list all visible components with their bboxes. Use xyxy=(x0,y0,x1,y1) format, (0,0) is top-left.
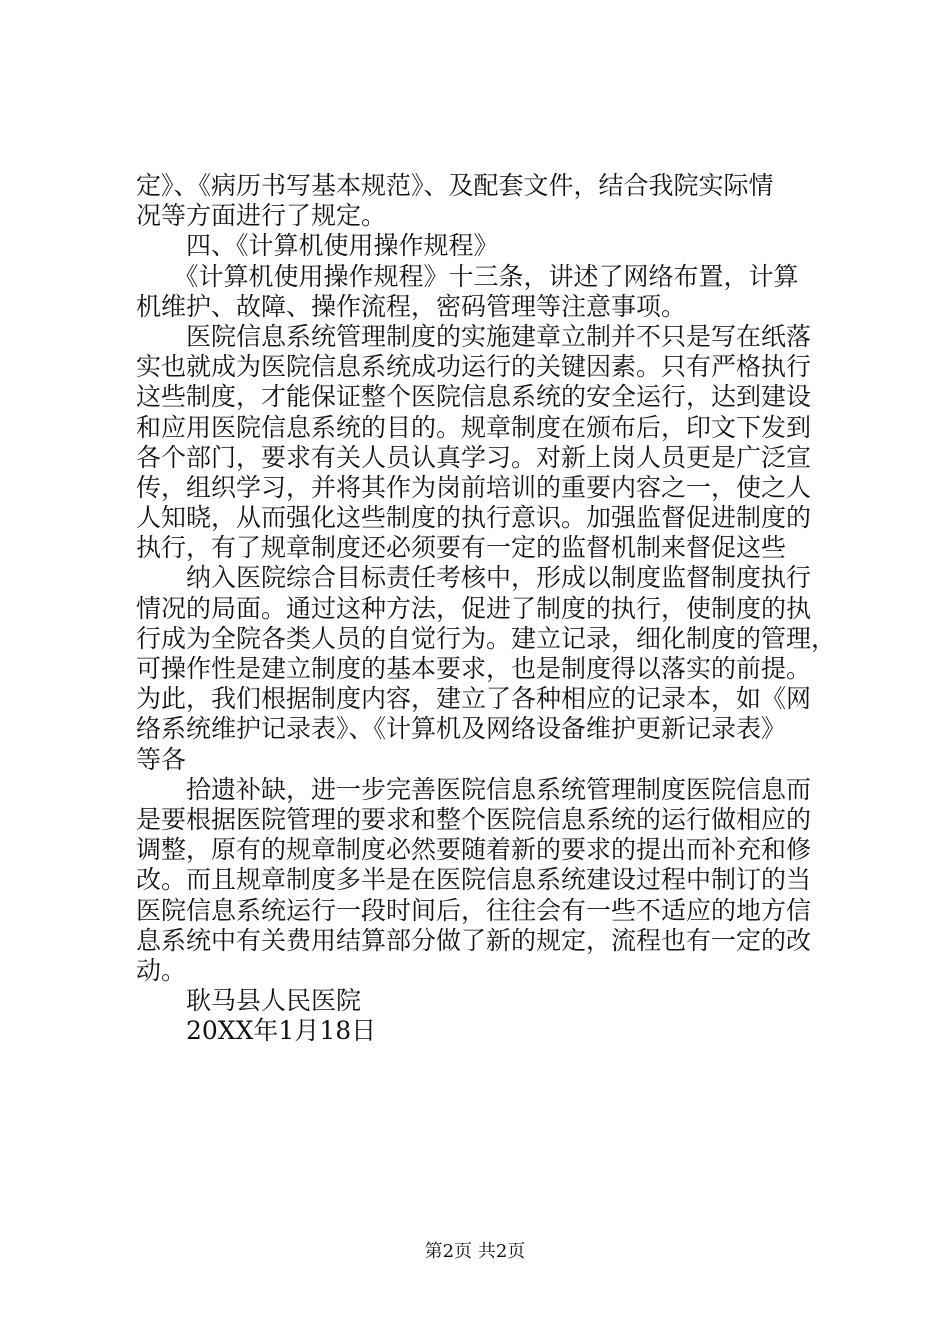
text-line: 改。而且规章制度多半是在医院信息系统建设过程中制订的当 xyxy=(136,865,812,895)
page-number-label: 第2页 共2页 xyxy=(424,1241,526,1262)
section-heading: 四、《计算机使用操作规程》 xyxy=(136,231,499,261)
signature-organization: 耿马县人民医院 xyxy=(136,986,362,1016)
text-line: 这些制度，才能保证整个医院信息系统的安全运行，达到建设 xyxy=(136,382,812,412)
text-line: 《计算机使用操作规程》十三条，讲述了网络布置，计算 xyxy=(136,261,799,291)
document-body xyxy=(136,171,836,1046)
text-line: 络系统维护记录表》、《计算机及网络设备维护更新记录表》 xyxy=(136,714,787,744)
text-line: 定》、《病历书写基本规范》、及配套文件，结合我院实际情 xyxy=(136,171,774,200)
text-line: 医院信息系统管理制度的实施建章立制并不只是写在纸落 xyxy=(136,321,812,351)
text-line: 纳入医院综合目标责任考核中，形成以制度监督制度执行 xyxy=(136,563,812,593)
text-line: 行成为全院各类人员的自觉行为。建立记录，细化制度的管理， xyxy=(136,623,836,653)
text-line: 执行，有了规章制度还必须要有一定的监督机制来督促这些 xyxy=(136,533,787,563)
text-line: 等各 xyxy=(136,744,187,774)
text-line: 人知晓，从而强化这些制度的执行意识。加强监督促进制度的 xyxy=(136,503,812,533)
text-line: 实也就成为医院信息系统成功运行的关键因素。只有严格执行 xyxy=(136,352,812,382)
text-line: 动。 xyxy=(136,955,187,985)
text-line: 为此，我们根据制度内容，建立了各种相应的记录本，如《网 xyxy=(136,684,812,714)
text-line: 医院信息系统运行一段时间后，往往会有一些不适应的地方信 xyxy=(136,895,812,925)
text-line: 调整，原有的规章制度必然要随着新的要求的提出而补充和修 xyxy=(136,835,812,865)
page-footer xyxy=(0,1241,950,1263)
text-line: 传，组织学习，并将其作为岗前培训的重要内容之一，使之人 xyxy=(136,472,812,502)
text-line: 可操作性是建立制度的基本要求，也是制度得以落实的前提。 xyxy=(136,654,812,683)
signature-date: 20XX年1月18日 xyxy=(136,1016,377,1046)
text-line: 各个部门，要求有关人员认真学习。对新上岗人员更是广泛宣 xyxy=(136,442,812,472)
text-line: 机维护、故障、操作流程，密码管理等注意事项。 xyxy=(136,291,687,321)
text-line: 情况的局面。通过这种方法，促进了制度的执行，使制度的执 xyxy=(136,593,812,623)
text-line: 是要根据医院管理的要求和整个医院信息系统的运行做相应的 xyxy=(136,804,812,834)
text-line: 况等方面进行了规定。 xyxy=(136,201,387,231)
text-line: 拾遗补缺，进一步完善医院信息系统管理制度医院信息而 xyxy=(136,774,812,804)
text-line: 息系统中有关费用结算部分做了新的规定，流程也有一定的改 xyxy=(136,925,812,955)
text-line: 和应用医院信息系统的目的。规章制度在颁布后，印文下发到 xyxy=(136,412,812,442)
